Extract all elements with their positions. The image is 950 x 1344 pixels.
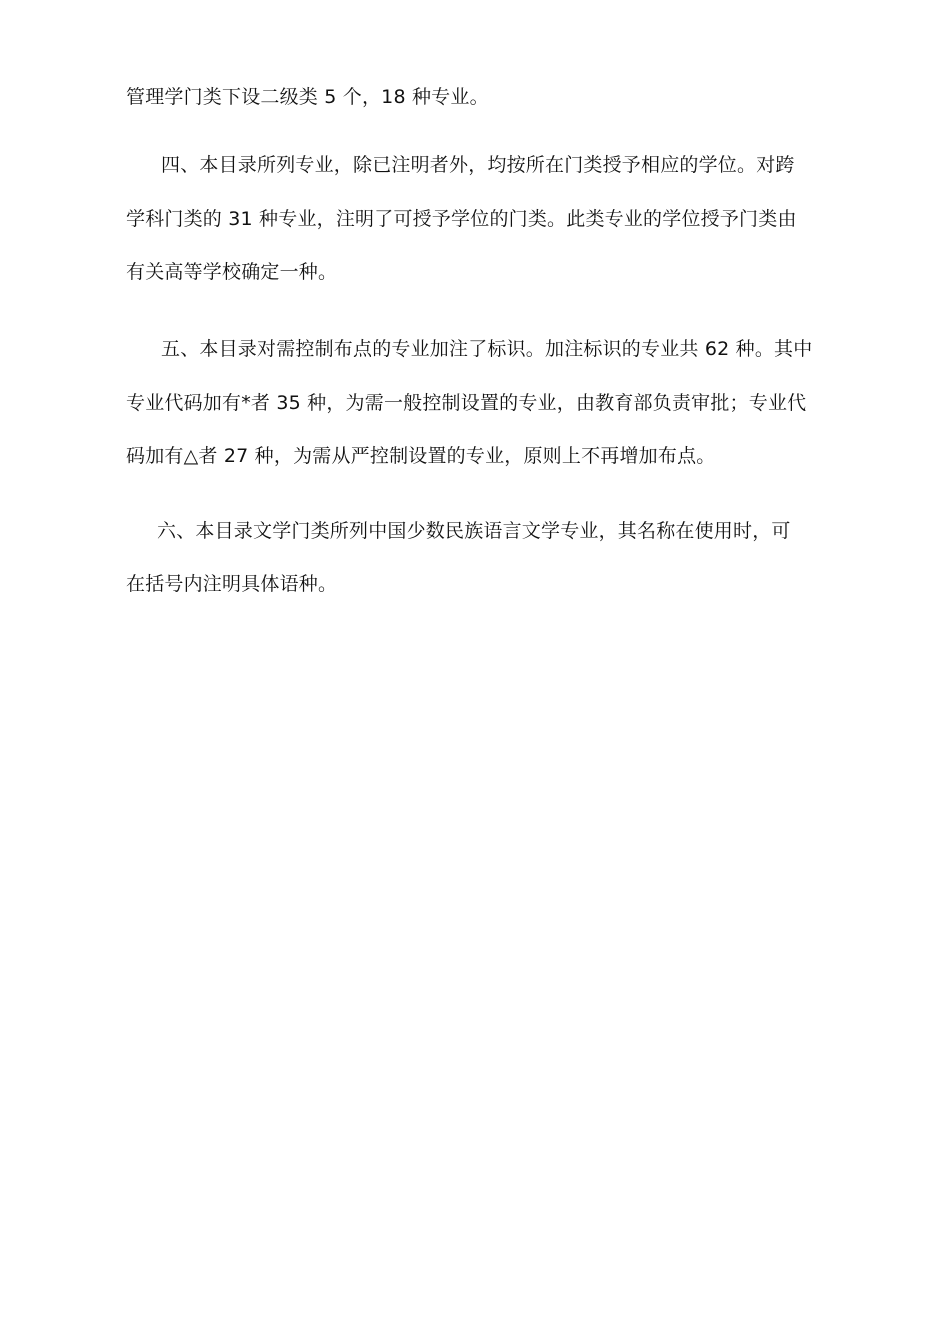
text-line: 在括号内注明具体语种。	[126, 573, 338, 595]
text-line: 五、本目录对需控制布点的专业加注了标识。加注标识的专业共 62 种。其中	[161, 338, 813, 360]
text-line: 码加有△者 27 种，为需从严控制设置的专业，原则上不再增加布点。	[126, 445, 716, 467]
text-line: 学科门类的 31 种专业，注明了可授予学位的门类。此类专业的学位授予门类由	[126, 208, 797, 230]
text-line: 六、本目录文学门类所列中国少数民族语言文学专业，其名称在使用时，可	[157, 520, 791, 542]
text-line: 四、本目录所列专业，除已注明者外，均按所在门类授予相应的学位。对跨	[161, 154, 795, 176]
text-line: 管理学门类下设二级类 5 个，18 种专业。	[126, 86, 489, 108]
text-line: 专业代码加有*者 35 种，为需一般控制设置的专业，由教育部负责审批；专业代	[126, 392, 807, 414]
text-line: 有关高等学校确定一种。	[126, 261, 338, 283]
